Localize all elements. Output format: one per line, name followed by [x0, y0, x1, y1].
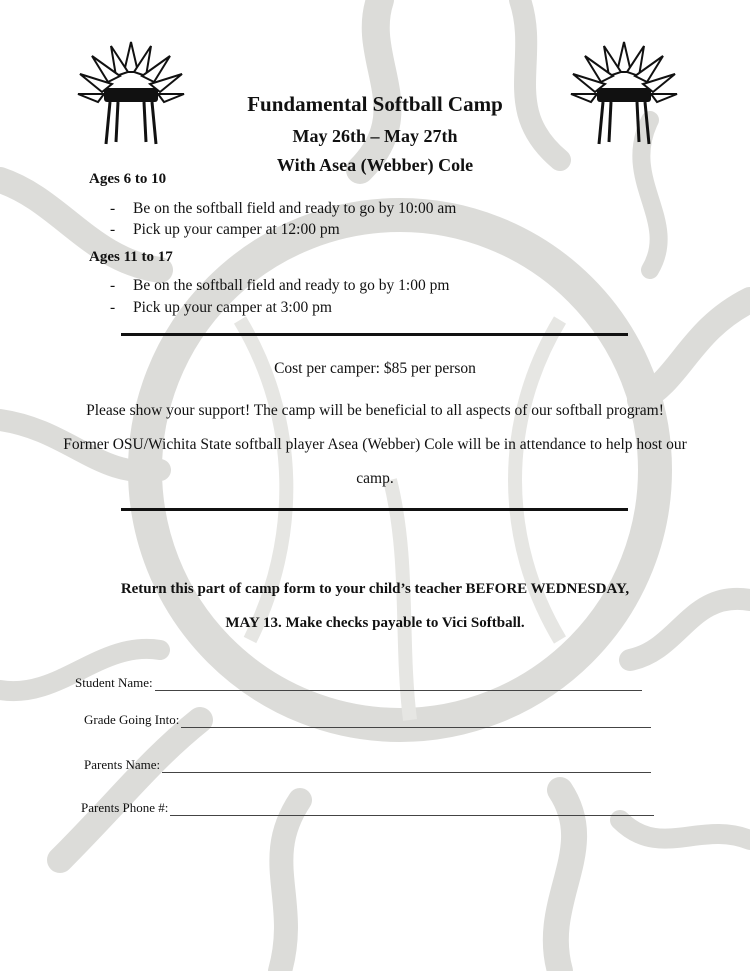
parents-name-field[interactable]: [84, 757, 651, 773]
bullet-dash: -: [110, 277, 116, 294]
grade-line[interactable]: [181, 726, 651, 728]
divider: [121, 508, 628, 511]
bullet-dash: -: [110, 299, 116, 316]
bullet-dash: -: [110, 200, 116, 217]
camp-dates: May 26th – May 27th: [292, 126, 458, 146]
field-label: Grade Going Into:: [84, 712, 180, 727]
list-item-text: Be on the softball field and ready to go by 10:00 am: [133, 200, 457, 217]
camp-title: Fundamental Softball Camp: [247, 92, 503, 116]
cost-text: Cost per camper: $85 per person: [274, 360, 476, 377]
parents-phone-line[interactable]: [170, 814, 654, 816]
list-item-text: Pick up your camper at 3:00 pm: [133, 299, 332, 316]
list-item: [110, 299, 332, 317]
student-name-field[interactable]: [75, 675, 642, 691]
age-group-label: Ages 6 to 10: [89, 171, 167, 187]
list-item: [110, 277, 449, 295]
support-text: Former OSU/Wichita State softball player Asea (Webber) Cole will be in attendance to help host our: [63, 436, 687, 453]
field-label: Parents Name:: [84, 757, 161, 772]
bullet-dash: -: [110, 221, 116, 238]
return-notice: MAY 13. Make checks payable to Vici Softball.: [225, 615, 525, 631]
list-item-text: Pick up your camper at 12:00 pm: [133, 221, 340, 238]
support-text: camp.: [356, 470, 394, 487]
list-item: [110, 221, 340, 239]
list-item-text: Be on the softball field and ready to go by 1:00 pm: [133, 277, 450, 294]
list-item: [110, 200, 456, 218]
support-text: Please show your support! The camp will be beneficial to all aspects of our softball program!: [86, 402, 664, 419]
divider: [121, 333, 628, 336]
age-group-label: Ages 11 to 17: [89, 249, 173, 265]
student-name-line[interactable]: [155, 689, 642, 691]
return-notice: Return this part of camp form to your child’s teacher BEFORE WEDNESDAY,: [120, 581, 630, 597]
camp-host: With Asea (Webber) Cole: [276, 155, 474, 175]
parents-name-line[interactable]: [162, 771, 651, 773]
grade-field[interactable]: [84, 712, 651, 728]
field-label: Student Name:: [75, 675, 153, 690]
parents-phone-field[interactable]: [81, 800, 654, 816]
field-label: Parents Phone #:: [81, 800, 169, 815]
